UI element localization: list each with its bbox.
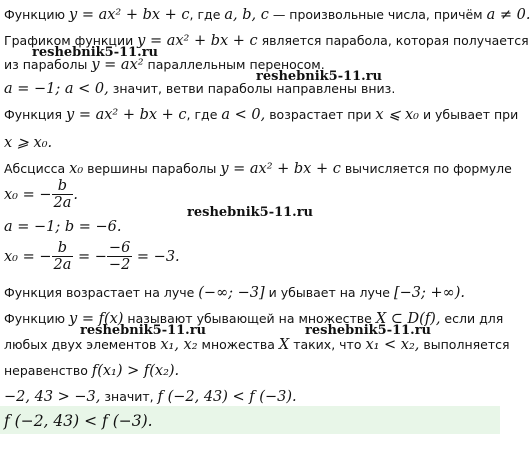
text: называют убывающей на множестве <box>123 311 376 326</box>
text: если для <box>440 311 504 326</box>
formula: a < 0, <box>221 107 266 123</box>
formula: y = ax² + bx + c <box>220 161 341 177</box>
text: Функцию <box>4 311 70 326</box>
formula: f(x₁) > f(x₂). <box>91 363 180 379</box>
line-5 <box>4 104 519 123</box>
fraction <box>107 240 132 273</box>
text: Функцию <box>4 7 70 22</box>
formula: y = f(x) <box>69 311 124 327</box>
formula: x₀ <box>69 161 84 177</box>
formula: a = −1; a < 0, <box>4 81 109 97</box>
text: множества <box>197 337 279 352</box>
line-16-answer <box>4 411 496 430</box>
formula: [−3; +∞). <box>393 285 465 301</box>
text: вершины параболы <box>83 161 221 176</box>
text: выполняется <box>419 337 510 352</box>
formula: x₀ = − <box>4 249 52 265</box>
text: является парабола, которая получается <box>257 33 529 48</box>
line-14 <box>4 360 496 379</box>
text: и убывает при <box>418 107 519 122</box>
watermark: reshebnik5-11.ru <box>32 45 159 60</box>
denominator: 2a <box>53 195 72 211</box>
formula: y = ax² + bx + c <box>137 33 258 49</box>
watermark: reshebnik5-11.ru <box>305 323 432 338</box>
denominator: −2 <box>108 257 131 273</box>
text: Абсцисса <box>4 161 70 176</box>
text: возрастает при <box>265 107 376 122</box>
denominator: 2a <box>53 257 72 273</box>
text: из параболы <box>4 57 92 72</box>
watermark: reshebnik5-11.ru <box>187 205 314 220</box>
formula: x ⩾ x₀. <box>4 135 53 151</box>
line-4 <box>4 78 496 97</box>
line-6 <box>4 132 496 151</box>
text: Графиком функции <box>4 33 138 48</box>
line-1 <box>4 4 530 23</box>
formula: = − <box>73 249 107 265</box>
text: — произвольные числа, причём <box>268 7 487 22</box>
formula: y = ax² + bx + c <box>69 7 190 23</box>
formula: x ⩽ x₀ <box>375 107 419 123</box>
line-10 <box>4 240 496 273</box>
text: параллельным переносом. <box>143 57 325 72</box>
formula: (−∞; −3] <box>198 285 265 301</box>
numerator: −6 <box>108 240 131 256</box>
formula: f (−2, 43) < f (−3). <box>157 389 297 405</box>
formula: −2, 43 > −3, <box>4 389 101 405</box>
numerator: b <box>57 240 68 256</box>
text: , где <box>186 107 222 122</box>
text: любых двух элементов <box>4 337 161 352</box>
text: Функция возрастает на луче <box>4 285 199 300</box>
text: и убывает на луче <box>264 285 394 300</box>
watermark: reshebnik5-11.ru <box>256 69 383 84</box>
formula: X <box>278 337 290 353</box>
text: значит, ветви параболы направлены вниз. <box>108 81 396 96</box>
numerator: b <box>57 178 68 194</box>
text: Функция <box>4 107 67 122</box>
formula: x₁, x₂ <box>160 337 198 353</box>
watermark: reshebnik5-11.ru <box>80 323 207 338</box>
text: , где <box>189 7 225 22</box>
formula: . <box>73 187 78 203</box>
text: значит, <box>100 389 158 404</box>
text: вычисляется по формуле <box>340 161 512 176</box>
text: таких, что <box>289 337 366 352</box>
answer-formula: f (−2, 43) < f (−3). <box>4 412 153 430</box>
fraction <box>52 178 74 211</box>
line-7 <box>4 158 512 177</box>
formula: x₁ < x₂, <box>365 337 420 353</box>
formula: y = ax² <box>91 57 144 73</box>
text: неравенство <box>4 363 92 378</box>
formula: a, b, c <box>224 7 269 23</box>
formula: x₀ = − <box>4 187 52 203</box>
formula: a = −1; b = −6. <box>4 219 122 235</box>
fraction <box>52 240 74 273</box>
line-15 <box>4 386 496 405</box>
formula: X ⊂ D(f), <box>375 311 441 327</box>
line-11 <box>4 282 496 301</box>
formula: y = ax² + bx + c <box>66 107 187 123</box>
formula: a ≠ 0. <box>486 7 530 23</box>
formula: = −3. <box>132 249 180 265</box>
